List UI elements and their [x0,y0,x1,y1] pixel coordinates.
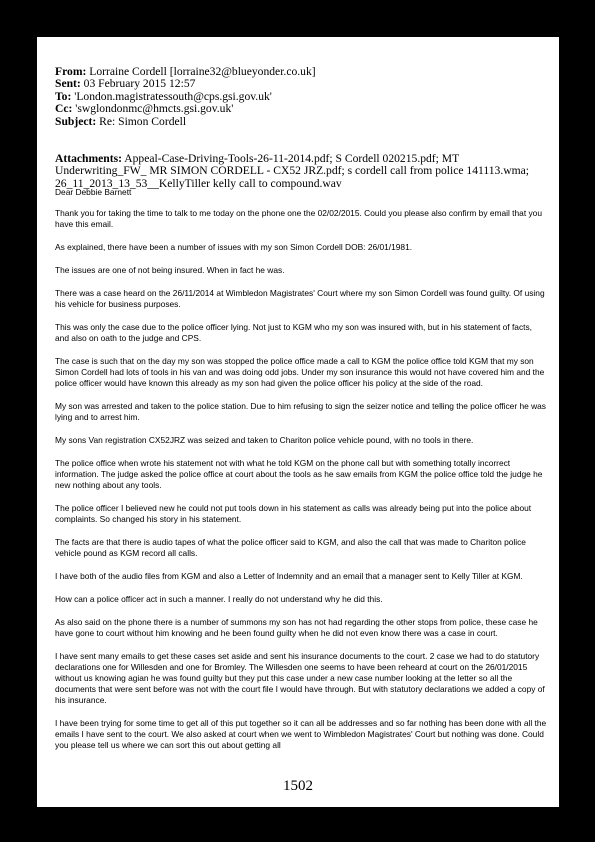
paragraph: My sons Van registration CX52JRZ was seized and taken to Chariton police vehicle pound, with no tools in there. [55,435,474,445]
attachments-label: Attachments: [55,152,122,165]
to-label: To: [55,89,72,103]
paragraph: The police office when wrote his statement not with what he told KGM on the phone call but with something totally incorrect information. The judge asked the police office at court about the tools as he saw emails from KGM the police office told the judge he new nothing about any tools. [55,458,543,490]
paragraph: I have sent many emails to get these cases set aside and sent his insurance documents to the court. 2 case we had to do statutory declarations one for Willesden and one for Bromley. The Willesden one seems to have been reheard at court on the 26/01/2015 without us knowing agian he was found guilty but they put this case under a new case number looking at the letter so all the documents that were sent before was not with the court file I would have through. But with statutory declarations we added a copy of his insurance. [55,651,545,705]
cc-value: 'swglondonmc@hmcts.gsi.gov.uk' [75,102,234,116]
paragraph: There was a case heard on the 26/11/2014 at Wimbledon Magistrates' Court where my son Simon Cordell was found guilty. Of using his vehicle for business purposes. [55,288,545,309]
to-value: 'London.magistratessouth@cps.gsi.gov.uk' [74,89,272,103]
attachments-block [55,153,545,190]
subject-value: Re: Simon Cordell [99,114,187,128]
paragraph: How can a police officer act in such a manner. I really do not understand why he did this. [55,594,383,604]
attachments-value: Appeal-Case-Driving-Tools-26-11-2014.pdf; S Cordell 020215.pdf; MT Underwriting_FW_ MR SIMON CORDELL - CX52 JRZ.pdf; s cordell call from police 141113.wma; 26_11_2013_13_53__KellyTiller kelly call to compound.wav [55,152,529,190]
paragraph: As explained, there have been a number of issues with my son Simon Cordell DOB: 26/01/1981. [55,242,413,252]
paragraph: This was only the case due to the police officer lying. Not just to KGM who my son was insured with, but in his statement of facts, and also on oath to the judge and CPS. [55,322,532,343]
subject-label: Subject: [55,114,97,128]
subject-line [55,116,545,128]
from-value: Lorraine Cordell [lorraine32@blueyonder.co.uk] [89,65,316,78]
letter-body [55,187,547,763]
paragraph: As also said on the phone there is a number of summons my son has not had regarding the other stops from police, these case he have gone to court without him knowing and he been found guilty when he did not even know there was a case in court. [55,617,538,638]
paragraph: I have been trying for some time to get all of this put together so it can all be addresses and so far nothing has been done with all the emails I have sent to the court. We also asked at court when we went to Wimbledon Magistrates' Court but nothing was done. Could you please tell us where we can sort this out about getting all [55,718,547,750]
salutation: Dear Debbie Barnett [55,187,132,197]
paragraph: I have both of the audio files from KGM and also a Letter of Indemnity and an email that a manager sent to Kelly Tiller at KGM. [55,571,523,581]
document-page [37,37,559,807]
paragraph: Thank you for taking the time to talk to me today on the phone one the 02/02/2015. Could you please also confirm by email that you have this email. [55,208,542,229]
paragraph: My son was arrested and taken to the police station. Due to him refusing to sign the seizer notice and telling the police officer he was lying and to arrest him. [55,401,546,422]
from-label: From: [55,65,87,78]
email-header [55,66,545,128]
sent-label: Sent: [55,77,81,91]
paragraph: The case is such that on the day my son was stopped the police office made a call to KGM the police office told KGM that my son Simon Cordell had lots of tools in his van and was doing odd jobs. Under my son insurance this would not have covered him and the police officer would have known this already as my son had given the police officer his policy at the side of the road. [55,356,545,388]
sent-value: 03 February 2015 12:57 [83,77,196,91]
cc-label: Cc: [55,102,73,116]
paragraph: The facts are that there is audio tapes of what the police officer said to KGM, and also the call that was made to Chariton police vehicle pound as KGM record all calls. [55,537,526,558]
paragraph: The police officer I believed new he could not put tools down in his statement as calls was already being put into the police about complaints. So changed his story in his statement. [55,503,532,524]
paragraph: The issues are one of not being insured. When in fact he was. [55,265,285,275]
page-number: 1502 [283,778,313,794]
